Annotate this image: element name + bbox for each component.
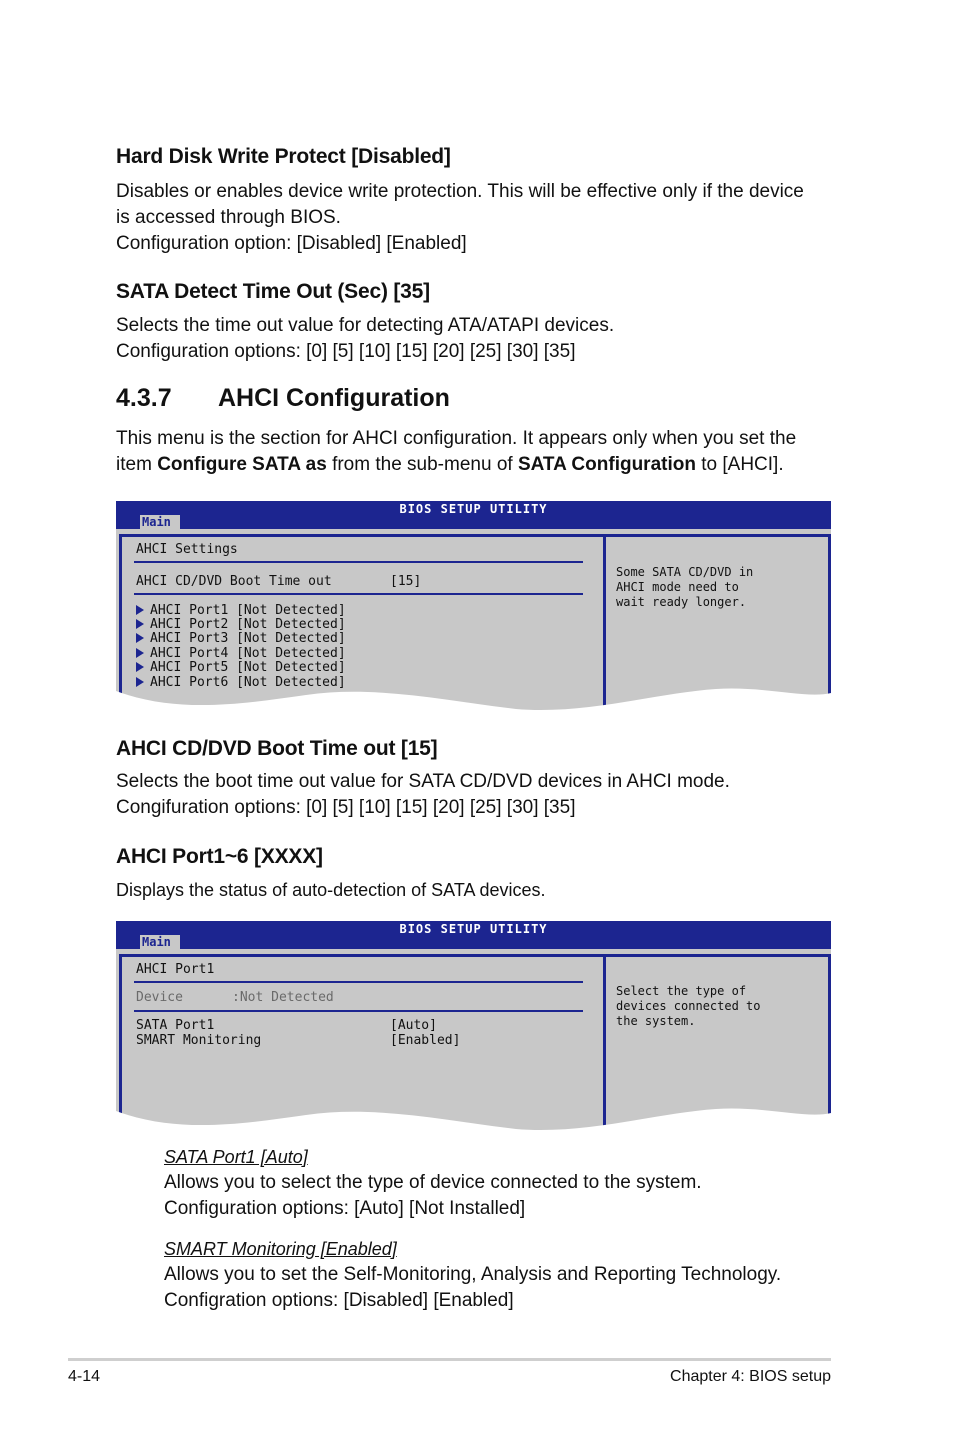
torn-edge-decoration — [116, 1103, 831, 1139]
bios-tab-main[interactable]: Main — [140, 935, 180, 949]
bios-submenu-port[interactable]: AHCI Port2 [Not Detected] — [136, 618, 346, 632]
body-text: Congifuration options: [0] [5] [10] [15] [20] [25] [30] [35] — [116, 797, 576, 818]
bios-submenu-port[interactable]: AHCI Port5 [Not Detected] — [136, 661, 346, 675]
intro-text: This menu is the section for AHCI configuration. It appears only when you set the — [116, 428, 797, 449]
divider — [134, 1010, 583, 1012]
page-number: 4-14 — [68, 1368, 101, 1385]
subheading-sata-port1: SATA Port1 [Auto] — [164, 1147, 308, 1167]
footer-divider — [68, 1358, 831, 1361]
bios-item-boot-timeout-value[interactable]: [15] — [390, 574, 422, 589]
body-text: Disables or enables device write protection. This will be effective only if the device — [116, 181, 804, 202]
bios-item-smart-monitoring-value[interactable]: [Enabled] — [390, 1033, 461, 1048]
subheading-smart-monitoring: SMART Monitoring [Enabled] — [164, 1239, 397, 1259]
bios-menu-header: AHCI Port1 — [136, 962, 215, 977]
arrow-right-icon — [136, 605, 144, 615]
chapter-label: Chapter 4: BIOS setup — [670, 1368, 831, 1385]
intro-text: item Configure SATA as from the sub-menu of SATA Configuration to [AHCI]. — [116, 454, 784, 475]
bios-help-text: Some SATA CD/DVD in AHCI mode need to wait ready longer. — [616, 565, 754, 609]
body-text: Configration options: [Disabled] [Enabled] — [164, 1290, 514, 1311]
bios-submenu-port[interactable]: AHCI Port3 [Not Detected] — [136, 632, 346, 646]
bios-submenu-port[interactable]: AHCI Port6 [Not Detected] — [136, 676, 346, 690]
bios-item-boot-timeout[interactable]: AHCI CD/DVD Boot Time out — [136, 574, 332, 589]
torn-edge-decoration — [116, 683, 831, 719]
bios-tab-main[interactable]: Main — [140, 515, 180, 529]
bios-title: BIOS SETUP UTILITY — [399, 922, 548, 936]
body-text: Displays the status of auto-detection of SATA devices. — [116, 880, 546, 900]
divider — [134, 561, 583, 563]
bios-item-smart-monitoring[interactable]: SMART Monitoring — [136, 1033, 262, 1048]
heading-sata-detect-timeout: SATA Detect Time Out (Sec) [35] — [116, 280, 430, 303]
heading-hard-disk-write-protect: Hard Disk Write Protect [Disabled] — [116, 145, 451, 168]
divider — [134, 981, 583, 983]
bios-submenu-port[interactable]: AHCI Port1 [Not Detected] — [136, 604, 346, 618]
bold-term: Configure SATA as — [157, 454, 327, 475]
bios-screen-ahci-settings — [116, 501, 831, 719]
bios-screen-ahci-port1 — [116, 921, 831, 1139]
bios-item-sata-port1[interactable]: SATA Port1 — [136, 1018, 215, 1033]
bios-device-status: :Not Detected — [232, 990, 334, 1005]
body-text: is accessed through BIOS. — [116, 207, 341, 228]
divider — [134, 593, 583, 595]
body-text: Allows you to set the Self-Monitoring, Analysis and Reporting Technology. — [164, 1264, 782, 1285]
bios-help-text: Select the type of devices connected to the system. — [616, 984, 761, 1028]
arrow-right-icon — [136, 619, 144, 629]
section-title — [116, 384, 450, 413]
arrow-right-icon — [136, 633, 144, 643]
body-text: Configuration options: [0] [5] [10] [15] [20] [25] [30] [35] — [116, 341, 576, 362]
section-name: AHCI Configuration — [218, 384, 450, 412]
body-text: Configuration option: [Disabled] [Enabled] — [116, 233, 467, 254]
body-text: Selects the boot time out value for SATA CD/DVD devices in AHCI mode. — [116, 771, 730, 792]
bios-item-sata-port1-value[interactable]: [Auto] — [390, 1018, 437, 1033]
heading-cd-dvd-boot-timeout: AHCI CD/DVD Boot Time out [15] — [116, 737, 438, 760]
bios-title: BIOS SETUP UTILITY — [399, 502, 548, 516]
heading-ahci-port: AHCI Port1~6 [XXXX] — [116, 845, 323, 868]
bios-menu-header: AHCI Settings — [136, 542, 238, 557]
arrow-right-icon — [136, 662, 144, 672]
body-text: Selects the time out value for detecting ATA/ATAPI devices. — [116, 315, 615, 336]
bios-device-label: Device — [136, 990, 183, 1005]
arrow-right-icon — [136, 648, 144, 658]
body-text: Allows you to select the type of device connected to the system. — [164, 1172, 702, 1193]
bios-submenu-port[interactable]: AHCI Port4 [Not Detected] — [136, 647, 346, 661]
body-text: Configuration options: [Auto] [Not Installed] — [164, 1198, 526, 1219]
bold-term: SATA Configuration — [517, 454, 696, 475]
section-number: 4.3.7 — [116, 384, 172, 412]
